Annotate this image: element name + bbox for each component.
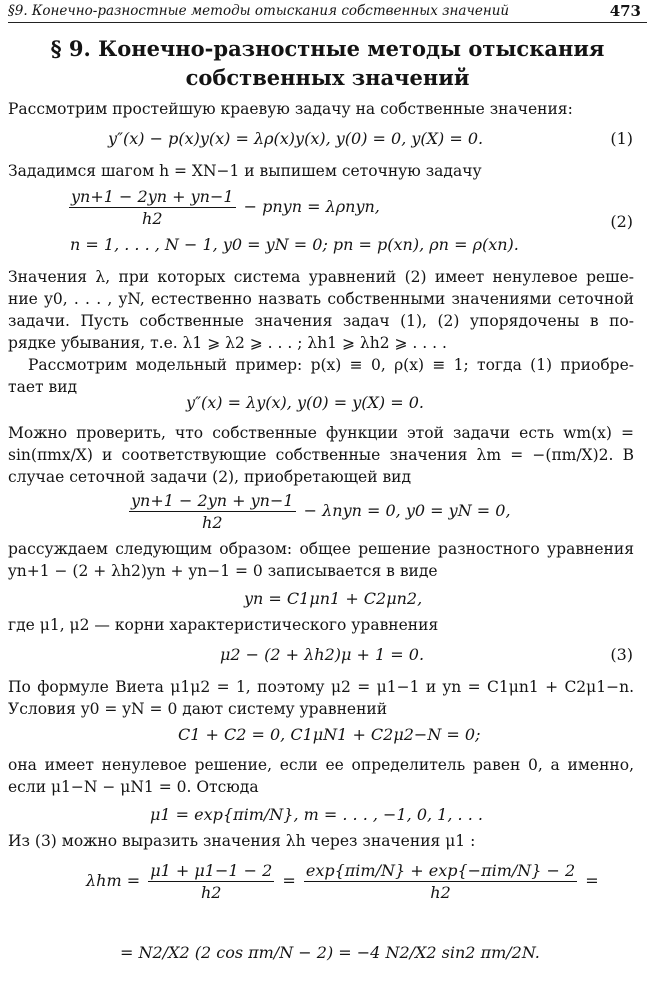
paragraph-step: Зададимся шагом h = XN−1 и выпишем сеточную задачу: [8, 162, 482, 180]
paragraph-eigenvalues-line-2: ние y0, . . . , yN, естественно назвать собственными значениями сеточной: [8, 290, 634, 308]
equation-grid-model-denominator: h2: [202, 513, 223, 532]
paragraph-intro: Рассмотрим простейшую краевую задачу на собственные значения:: [8, 100, 573, 118]
equation-lambda-h-fraction-1-denominator: h2: [201, 883, 222, 902]
equation-model: y″(x) = λy(x), y(0) = y(X) = 0.: [186, 393, 424, 412]
equation-grid-model: [126, 490, 511, 533]
equation-lambda-h-lhs: λhm =: [86, 871, 141, 890]
paragraph-model-line-1: Рассмотрим модельный пример: p(x) ≡ 0, ρ(x) ≡ 1; тогда (1) приобре-: [28, 356, 634, 374]
paragraph-vieta-line-1: По формуле Виета μ1μ2 = 1, поэтому μ2 = μ1−1 и yn = C1μn1 + C2μ1−n.: [8, 678, 634, 696]
paragraph-determinant-line-1: она имеет ненулевое решение, если ее определитель равен 0, а именно,: [8, 756, 634, 774]
paragraph-check-line-3: случае сеточной задачи (2), приобретающей вид: [8, 468, 412, 486]
section-title-line-2: собственных значений: [185, 65, 470, 90]
equation-1: y″(x) − p(x)y(x) = λρ(x)y(x), y(0) = 0, y(X) = 0.: [108, 129, 484, 148]
equation-2-rhs: − pnyn = λρnyn,: [243, 197, 380, 216]
paragraph-eigenvalues-line-3: задачи. Пусть собственные значения задач (1), (2) упорядочены в по-: [8, 312, 634, 330]
paragraph-express: Из (3) можно выразить значения λh через значения μ1 :: [8, 832, 476, 850]
paragraph-check-line-2: sin(πmx/X) и соответствующие собственные значения λm = −(πm/X)2. В: [8, 446, 634, 464]
equation-mu: μ1 = exp{πim/N}, m = . . . , −1, 0, 1, . . .: [150, 805, 483, 824]
paragraph-reasoning-line-1: рассуждаем следующим образом: общее решение разностного уравнения: [8, 540, 634, 558]
section-title: [0, 34, 655, 92]
paragraph-vieta-line-2: Условия y0 = yN = 0 дают систему уравнений: [8, 700, 388, 718]
equation-2-line-2: n = 1, . . . , N − 1, y0 = yN = 0; pn = p(xn), ρn = ρ(xn).: [70, 235, 519, 254]
equation-lambda-h: λhm = $\frac{\mu 1 + \mu 1-1 - 2}{h2}$ = $\frac{\text{exp\{πim/N\} + exp\{−πim/N\} − 2}}{h2}$ =: [86, 861, 599, 902]
equation-2-fraction-denominator: h2: [142, 209, 163, 228]
equation-grid-model-numerator: yn+1 − 2yn + yn−1: [131, 491, 294, 510]
paragraph-model-line-2: тает вид: [8, 378, 78, 396]
paragraph-roots: где μ1, μ2 — корни характеристического уравнения: [8, 616, 439, 634]
equation-1-number: (1): [610, 129, 633, 148]
equation-lambda-h-trailing-equals: =: [585, 871, 599, 890]
equation-3-number: (3): [610, 645, 633, 664]
equation-lambda-h-fraction-1-numerator: μ1 + μ1−1 − 2: [150, 861, 273, 880]
equation-grid-model-rhs: − λnyn = 0, y0 = yN = 0,: [303, 501, 511, 520]
paragraph-eigenvalues-line-1: Значения λ, при которых система уравнений (2) имеет ненулевое реше-: [8, 268, 634, 286]
equation-general-solution: yn = C1μn1 + C2μn2,: [244, 589, 423, 608]
equation-lambda-h-result: = N2/X2 (2 cos πm/N − 2) = −4 N2/X2 sin2 πm/2N.: [120, 943, 540, 962]
equation-2-line-1: [66, 186, 380, 229]
equation-2-fraction: [69, 186, 236, 229]
equation-lambda-h-fraction-2-numerator: exp{πim/N} + exp{−πim/N} − 2: [305, 861, 576, 880]
paragraph-determinant-line-2: если μ1−N − μN1 = 0. Отсюда: [8, 778, 259, 796]
section-title-line-1: § 9. Конечно-разностные методы отыскания: [50, 36, 605, 61]
equation-lambda-h-fraction-1: [148, 860, 274, 903]
equation-grid-model-fraction: [129, 490, 296, 533]
equation-lambda-h-fraction-2-denominator: h2: [430, 883, 451, 902]
equation-3: μ2 − (2 + λh2)μ + 1 = 0.: [220, 645, 425, 664]
paragraph-eigenvalues-line-4: рядке убывания, т.е. λ1 ⩾ λ2 ⩾ . . . ; λh1 ⩾ λh2 ⩾ . . . .: [8, 334, 447, 352]
equation-2-number: (2): [610, 212, 633, 231]
equation-2-fraction-numerator: yn+1 − 2yn + yn−1: [71, 187, 234, 206]
paragraph-check-line-1: Можно проверить, что собственные функции этой задачи есть wm(x) =: [8, 424, 634, 442]
paragraph-reasoning-line-2: yn+1 − (2 + λh2)yn + yn−1 = 0 записывается в виде: [8, 562, 438, 580]
running-title: §9. Конечно-разностные методы отыскания собственных значений: [8, 3, 510, 19]
equation-lambda-h-fraction-2: [304, 860, 577, 903]
running-header: [8, 2, 647, 23]
page-number: 473: [609, 2, 641, 20]
equation-system: C1 + C2 = 0, C1μN1 + C2μ2−N = 0;: [178, 725, 481, 744]
